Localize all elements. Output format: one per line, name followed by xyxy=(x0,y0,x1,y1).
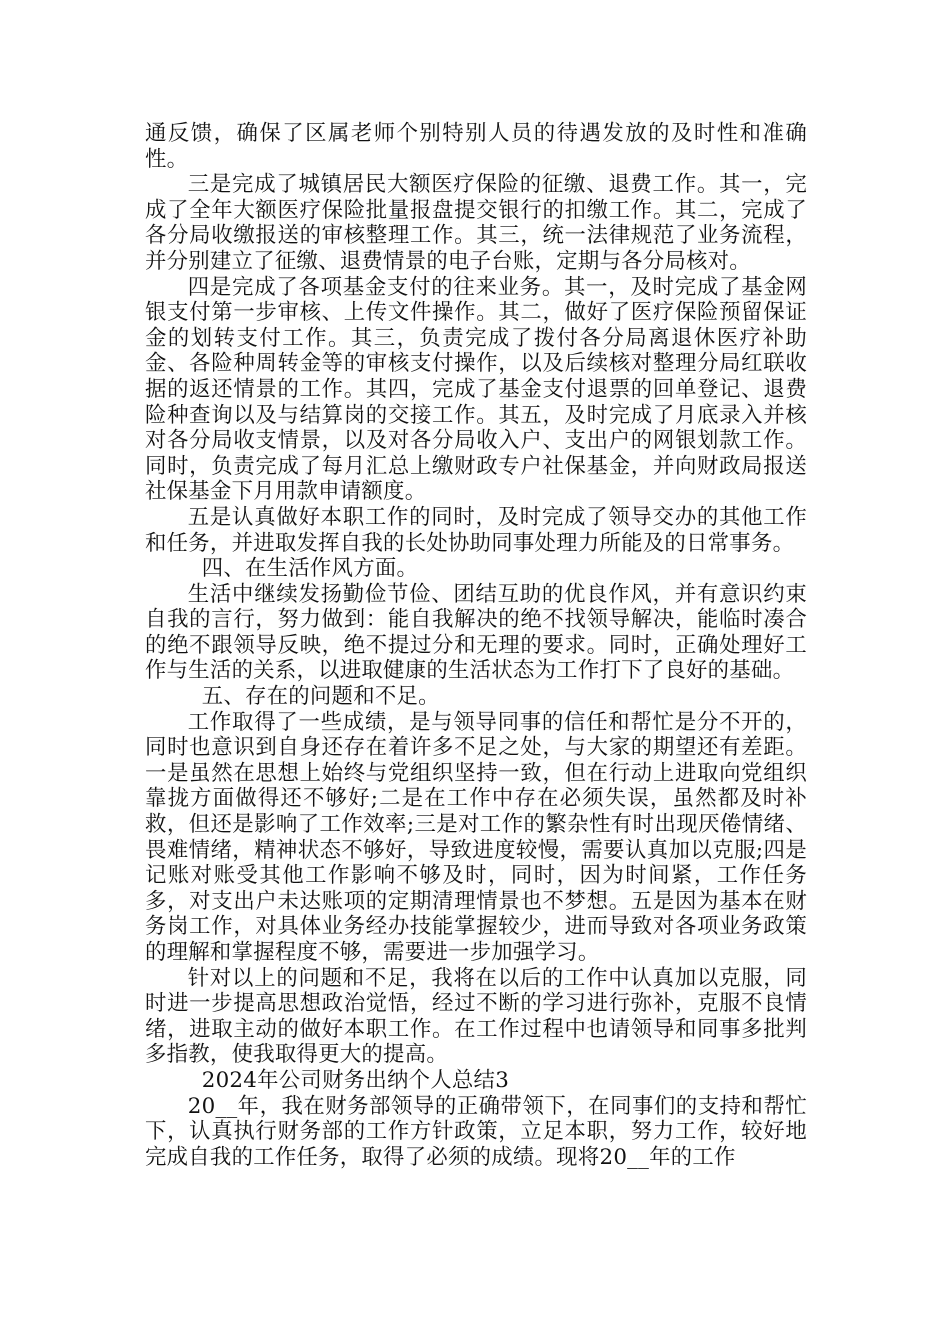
paragraph-item-4: 四是完成了各项基金支付的往来业务。其一，及时完成了基金网银支付第一步审核、上传文件操作。其二，做好了医疗保险预留保证金的划转支付工作。其三，负责完成了拨付各分局离退休医疗补助金、各险种周转金等的审核支付操作，以及后续核对整理分局红联收据的返还情景的工作。其四，完成了基金支付退票的回单登记、退费险种查询以及与结算岗的交接工作。其五，及时完成了月底录入并核对各分局收支情景，以及对各分局收入户、支出户的网银划款工作。同时，负责完成了每月汇总上缴财政专户社保基金，并向财政局报送社保基金下月用款申请额度。 xyxy=(145,274,807,505)
section-heading-problems: 五、存在的问题和不足。 xyxy=(201,684,440,710)
document-page xyxy=(145,121,807,1170)
paragraph-summary-intro: 20__年，我在财务部领导的正确带领下，在同事们的支持和帮忙下，认真执行财务部的工作方针政策，立足本职，努力工作，较好地完成自我的工作任务，取得了必须的成绩。现将20__年的工作 xyxy=(145,1093,807,1170)
paragraph-item-3: 三是完成了城镇居民大额医疗保险的征缴、退费工作。其一，完成了全年大额医疗保险批量报盘提交银行的扣缴工作。其二，完成了各分局收缴报送的审核整理工作。其三，统一法律规范了业务流程，并分别建立了征缴、退费情景的电子台账，定期与各分局核对。 xyxy=(145,172,807,274)
document-subtitle: 2024年公司财务出纳个人总结3 xyxy=(201,1067,510,1093)
paragraph-lifestyle: 生活中继续发扬勤俭节俭、团结互助的优良作风，并有意识约束自我的言行，努力做到：能自我解决的绝不找领导解决，能临时凑合的绝不跟领导反映，绝不提过分和无理的要求。同时，正确处理好工作与生活的关系，以进取健康的生活状态为工作打下了良好的基础。 xyxy=(145,581,807,684)
section-heading-lifestyle: 四、在生活作风方面。 xyxy=(201,556,419,582)
paragraph-item-5: 五是认真做好本职工作的同时，及时完成了领导交办的其他工作和任务，并进取发挥自我的长处协助同事处理力所能及的日常事务。 xyxy=(145,504,807,556)
paragraph-problems: 工作取得了一些成绩，是与领导同事的信任和帮忙是分不开的，同时也意识到自身还存在着许多不足之处，与大家的期望还有差距。一是虽然在思想上始终与党组织坚持一致，但在行动上进取向党组织靠拢方面做得还不够好;二是在工作中存在必须失误，虽然都及时补救，但还是影响了工作效率;三是对工作的繁杂性有时出现厌倦情绪、畏难情绪，精神状态不够好，导致进度较慢，需要认真加以克服;四是记账对账受其他工作影响不够及时，同时，因为时间紧，工作任务多，对支出户未达账项的定期清理情景也不梦想。五是因为基本在财务岗工作，对具体业务经办技能掌握较少，进而导致对各项业务政策的理解和掌握程度不够，需要进一步加强学习。 xyxy=(145,709,807,965)
paragraph-continuation: 通反馈，确保了区属老师个别特别人员的待遇发放的及时性和准确性。 xyxy=(145,121,807,172)
paragraph-improvement: 针对以上的问题和不足，我将在以后的工作中认真加以克服，同时进一步提高思想政治觉悟，经过不断的学习进行弥补，克服不良情绪，进取主动的做好本职工作。在工作过程中也请领导和同事多批判多指教，使我取得更大的提高。 xyxy=(145,965,807,1068)
